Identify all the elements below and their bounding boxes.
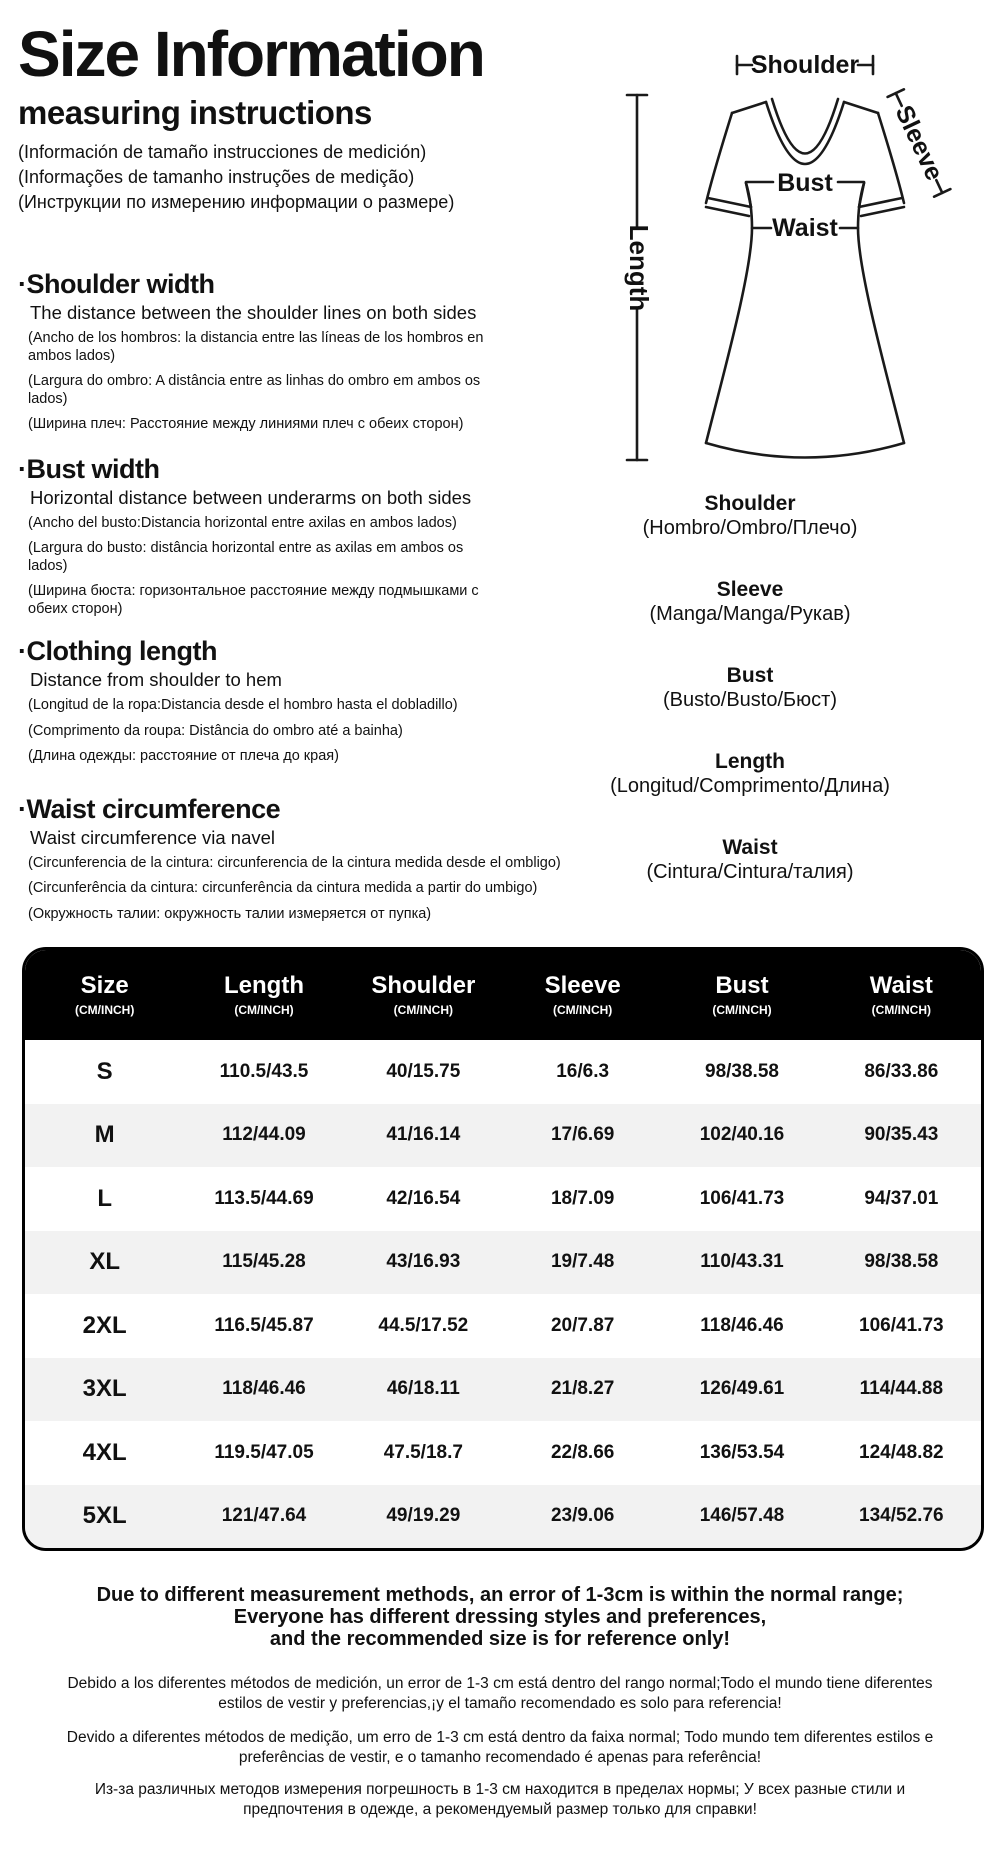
- subtitle-translation-es: (Información de tamaño instrucciones de medición): [18, 142, 427, 162]
- measuring-instructions-panel: [18, 18, 578, 931]
- length-cell: 115/45.28: [222, 1251, 306, 1273]
- waist-cell: 86/33.86: [864, 1060, 939, 1082]
- subtitle-translation-pt: (Informações de tamanho instruções de medição): [18, 167, 415, 187]
- legend-sleeve: [510, 578, 990, 627]
- table-row-s: [25, 1040, 981, 1104]
- size-cell: XL: [89, 1248, 120, 1276]
- section-note-ru: (Окружность талии: окружность талии измеряется от пупка): [28, 905, 432, 922]
- section-note-pt: (Circunferência da cintura: circunferência da cintura medida a partir do umbigo): [28, 880, 538, 896]
- sleeve-cell: 16/6.3: [556, 1060, 610, 1082]
- diagram-label-bust: Bust: [777, 169, 833, 197]
- column-label: Bust: [715, 972, 769, 999]
- length-cell: 110.5/43.5: [219, 1060, 309, 1082]
- size-cell: 4XL: [82, 1438, 127, 1466]
- column-header-waist: [822, 973, 981, 1017]
- section-note-es: (Circunferencia de la cintura: circunferencia de la cintura medida desde el ombligo): [28, 854, 561, 871]
- notice-en-line2: Everyone has different dressing styles and preferences,: [233, 1606, 767, 1628]
- section-clothing-length: [18, 636, 578, 766]
- column-label: Sleeve: [544, 972, 621, 999]
- column-unit: (CM/INCH): [234, 1003, 294, 1017]
- size-table: [22, 947, 984, 1551]
- waist-cell: 98/38.58: [864, 1251, 939, 1273]
- waist-cell: 134/52.76: [859, 1505, 944, 1527]
- diagram-legend: [510, 492, 990, 885]
- table-row-5xl: [25, 1485, 981, 1549]
- section-title: ·Shoulder width: [18, 269, 215, 299]
- section-note-pt: (Largura do busto: distância horizontal entre as axilas em ambos os lados): [28, 540, 464, 574]
- waist-cell: 94/37.01: [864, 1187, 939, 1209]
- column-unit: (CM/INCH): [871, 1003, 931, 1017]
- column-header-length: [184, 973, 343, 1017]
- legend-translations: (Manga/Manga/Рукав): [649, 603, 851, 625]
- length-cell: 118/46.46: [222, 1378, 306, 1400]
- section-title: ·Clothing length: [18, 636, 217, 666]
- column-header-shoulder: [344, 973, 503, 1017]
- bust-cell: 146/57.48: [699, 1505, 785, 1527]
- section-bust-width: [18, 454, 578, 619]
- notice-ru: Из-за различных методов измерения погрешность в 1-3 см находится в пределах нормы; У всех разные стили и предпочтения в одежде, а рекомендуемый размер только для справки!: [94, 1781, 906, 1818]
- section-note-ru: (Длина одежды: расстояние от плеча до края): [28, 748, 339, 764]
- table-row-3xl: [25, 1358, 981, 1422]
- legend-translations: (Longitud/Comprimento/Длина): [610, 775, 890, 797]
- legend-term: Shoulder: [704, 492, 796, 515]
- column-unit: (CM/INCH): [75, 1003, 135, 1017]
- column-header-size: [25, 973, 184, 1017]
- column-header-sleeve: [503, 973, 662, 1017]
- shoulder-cell: 44.5/17.52: [378, 1314, 469, 1336]
- legend-term: Waist: [722, 836, 778, 859]
- size-cell: S: [96, 1057, 113, 1085]
- section-note-pt: (Comprimento da roupa: Distância do ombro até a bainha): [28, 722, 403, 739]
- column-label: Size: [80, 972, 129, 999]
- size-cell: 3XL: [82, 1375, 127, 1403]
- shoulder-cell: 46/18.11: [386, 1378, 460, 1400]
- table-row-2xl: [25, 1294, 981, 1358]
- notice-pt: Devido a diferentes métodos de medição, um erro de 1-3 cm está dentro da faixa normal; Todo mundo tem diferentes estilos e preferências de vestir, e o tamanho recomendado é apenas para referência!: [66, 1729, 934, 1766]
- length-cell: 112/44.09: [222, 1124, 306, 1146]
- shoulder-cell: 40/15.75: [386, 1060, 461, 1082]
- legend-term: Sleeve: [716, 578, 784, 601]
- diagram-label-length: Length: [624, 224, 655, 312]
- notice-en-line3: and the recommended size is for reference only!: [269, 1628, 731, 1650]
- table-row-l: [25, 1167, 981, 1231]
- length-cell: 119.5/47.05: [214, 1441, 314, 1463]
- length-cell: 121/47.64: [221, 1505, 307, 1527]
- legend-term: Length: [715, 750, 785, 773]
- dress-diagram: [510, 40, 990, 470]
- diagram-label-sleeve: Sleeve: [889, 101, 949, 185]
- section-description: Horizontal distance between underarms on both sides: [30, 486, 472, 508]
- section-description: Distance from shoulder to hem: [30, 669, 282, 690]
- diagram-label-waist: Waist: [772, 214, 838, 242]
- section-description: The distance between the shoulder lines on both sides: [30, 302, 477, 323]
- shoulder-cell: 42/16.54: [386, 1187, 461, 1209]
- subtitle-translation-ru: (Инструкции по измерению информации о размере): [18, 192, 455, 212]
- section-title: ·Bust width: [18, 453, 160, 484]
- shoulder-cell: 49/19.29: [386, 1505, 461, 1527]
- sleeve-cell: 22/8.66: [550, 1441, 615, 1463]
- size-cell: M: [94, 1121, 115, 1149]
- section-note-es: (Ancho de los hombros: la distancia entre las líneas de los hombros en ambos lados): [28, 330, 484, 364]
- size-cell: L: [97, 1184, 112, 1212]
- section-note-ru: (Ширина плеч: Расстояние между линиями плеч с обеих сторон): [28, 416, 464, 432]
- waist-cell: 124/48.82: [859, 1441, 944, 1463]
- bust-cell: 136/53.54: [699, 1441, 785, 1463]
- legend-bust: [510, 664, 990, 713]
- shoulder-cell: 47.5/18.7: [383, 1441, 463, 1463]
- legend-length: [510, 750, 990, 799]
- waist-cell: 106/41.73: [859, 1314, 944, 1336]
- section-note-ru: (Ширина бюста: горизонтальное расстояние между подмышками с обеих сторон): [28, 583, 479, 617]
- waist-cell: 114/44.88: [859, 1378, 944, 1400]
- legend-translations: (Hombro/Ombro/Плечо): [642, 517, 858, 539]
- column-unit: (CM/INCH): [712, 1003, 772, 1017]
- dress-outline: [706, 99, 904, 458]
- sleeve-cell: 20/7.87: [550, 1314, 615, 1336]
- legend-translations: (Cintura/Cintura/талия): [646, 861, 854, 883]
- section-description: Waist circumference via navel: [30, 826, 276, 848]
- length-cell: 116.5/45.87: [214, 1314, 314, 1336]
- length-cell: 113.5/44.69: [214, 1187, 314, 1209]
- bust-cell: 126/49.61: [699, 1378, 785, 1400]
- subtitle-translations: [18, 140, 578, 215]
- legend-waist: [510, 836, 990, 885]
- column-label: Waist: [869, 972, 933, 999]
- size-table-header: [25, 950, 981, 1040]
- section-title: ·Waist circumference: [18, 793, 281, 824]
- size-cell: 5XL: [82, 1502, 127, 1530]
- shoulder-cell: 41/16.14: [386, 1124, 461, 1146]
- footer-notes: [0, 1584, 1000, 1820]
- shoulder-cell: 43/16.93: [386, 1251, 461, 1273]
- section-note-pt: (Largura do ombro: A distância entre as linhas do ombro em ambos os lados): [28, 373, 481, 407]
- notice-en-line1: Due to different measurement methods, an error of 1-3cm is within the normal range;: [96, 1584, 904, 1606]
- legend-shoulder: [510, 492, 990, 541]
- column-unit: (CM/INCH): [552, 1003, 613, 1017]
- dress-diagram-panel: [510, 40, 990, 922]
- section-note-es: (Ancho del busto:Distancia horizontal entre axilas en ambos lados): [28, 514, 457, 531]
- bust-cell: 118/46.46: [700, 1314, 784, 1336]
- notice-es: Debido a los diferentes métodos de medición, un error de 1-3 cm está dentro del rango normal;Todo el mundo tiene diferentes estilos de vestir y preferencias,¡y el tamaño recomendado es solo para referencia!: [67, 1675, 933, 1712]
- sleeve-cell: 18/7.09: [550, 1187, 615, 1209]
- page-title: Size Information: [18, 18, 484, 90]
- bust-cell: 102/40.16: [699, 1124, 785, 1146]
- sleeve-cell: 21/8.27: [550, 1378, 615, 1400]
- legend-term: Bust: [726, 664, 774, 687]
- waist-cell: 90/35.43: [864, 1124, 939, 1146]
- legend-translations: (Busto/Busto/Бюст): [662, 689, 837, 711]
- size-cell: 2XL: [82, 1311, 127, 1339]
- section-waist-circumference: [18, 794, 578, 924]
- bust-cell: 110/43.31: [700, 1251, 784, 1273]
- diagram-label-shoulder: Shoulder: [750, 51, 860, 79]
- sleeve-cell: 19/7.48: [550, 1251, 615, 1273]
- table-row-m: [25, 1104, 981, 1168]
- bust-cell: 98/38.58: [705, 1060, 779, 1082]
- column-header-bust: [662, 973, 821, 1017]
- section-note-es: (Longitud de la ropa:Distancia desde el hombro hasta el dobladillo): [28, 697, 458, 713]
- column-unit: (CM/INCH): [393, 1003, 453, 1017]
- page-subtitle: measuring instructions: [18, 94, 372, 131]
- bust-cell: 106/41.73: [699, 1187, 785, 1209]
- sleeve-cell: 23/9.06: [550, 1505, 615, 1527]
- column-label: Length: [224, 972, 304, 999]
- section-shoulder-width: [18, 269, 578, 434]
- table-row-xl: [25, 1231, 981, 1295]
- sleeve-cell: 17/6.69: [550, 1124, 615, 1146]
- table-row-4xl: [25, 1421, 981, 1485]
- column-label: Shoulder: [371, 972, 476, 999]
